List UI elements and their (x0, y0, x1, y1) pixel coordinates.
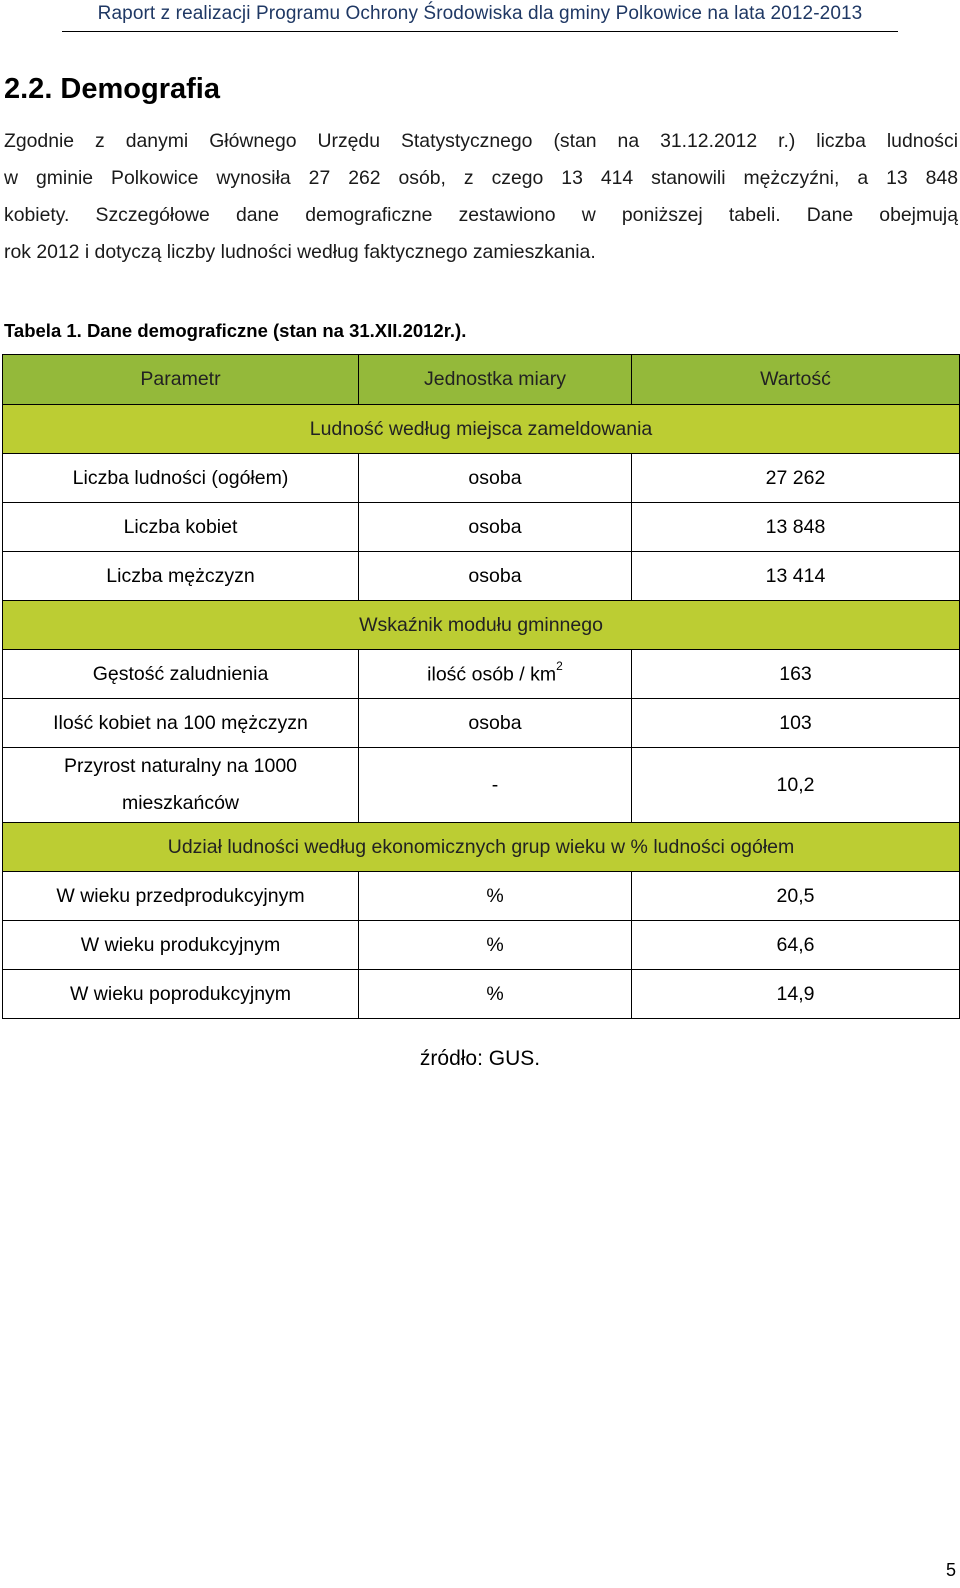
table-source: źródło: GUS. (419, 1047, 541, 1070)
cell-unit: osoba (359, 454, 632, 503)
cell-unit: % (359, 970, 632, 1019)
header-value: Wartość (632, 355, 960, 405)
cell-value: 27 262 (632, 454, 960, 503)
table-header-row (3, 355, 960, 405)
param-line: Przyrost naturalny na 1000 (63, 755, 298, 777)
header-rule (62, 31, 898, 32)
cell-unit: osoba (359, 552, 632, 601)
cell-unit: osoba (359, 699, 632, 748)
param-line: mieszkańców (121, 792, 240, 814)
cell-value: 64,6 (632, 921, 960, 970)
header-unit: Jednostka miary (359, 355, 632, 405)
cell-unit: osoba (359, 503, 632, 552)
section-label: Udział ludności według ekonomicznych grup wieku w % ludności ogółem (3, 823, 960, 872)
table-row (3, 552, 960, 601)
table-row (3, 650, 960, 699)
cell-value: 14,9 (632, 970, 960, 1019)
table-section-row (3, 405, 960, 454)
intro-line: rok 2012 i dotyczą liczby ludności według faktycznego zamieszkania. (4, 241, 596, 263)
cell-value: 13 414 (632, 552, 960, 601)
cell-parameter: W wieku produkcyjnym (3, 921, 359, 970)
cell-parameter: Liczba mężczyzn (3, 552, 359, 601)
table-section-row (3, 823, 960, 872)
unit-text: ilość osób / km (427, 663, 557, 686)
cell-value: 163 (632, 650, 960, 699)
cell-parameter: W wieku poprodukcyjnym (3, 970, 359, 1019)
cell-parameter: Ilość kobiet na 100 mężczyzn (3, 699, 359, 748)
page-number: 5 (945, 1560, 956, 1580)
section-label: Ludność według miejsca zameldowania (3, 405, 960, 454)
table-caption: Tabela 1. Dane demograficzne (stan na 31.XII.2012r.). (4, 320, 467, 341)
section-label: Wskaźnik modułu gminnego (3, 601, 960, 650)
table-row (3, 970, 960, 1019)
table-row (3, 454, 960, 503)
intro-line: kobiety. Szczegółowe dane demograficzne zestawiono w poniższej tabeli. Dane obejmują (4, 204, 958, 226)
cell-value: 20,5 (632, 872, 960, 921)
table-row (3, 503, 960, 552)
table-row (3, 921, 960, 970)
running-header: Raport z realizacji Programu Ochrony Środowiska dla gminy Polkowice na lata 2012-2013 (97, 3, 863, 24)
cell-unit: % (359, 921, 632, 970)
table-row (3, 748, 960, 823)
intro-line: w gminie Polkowice wynosiła 27 262 osób, z czego 13 414 stanowili mężczyźni, a 13 848 (4, 167, 958, 189)
cell-parameter: Liczba kobiet (3, 503, 359, 552)
cell-parameter: Liczba ludności (ogółem) (3, 454, 359, 503)
intro-line: Zgodnie z danymi Głównego Urzędu Statystycznego (stan na 31.12.2012 r.) liczba ludności (4, 130, 958, 152)
cell-parameter: W wieku przedprodukcyjnym (3, 872, 359, 921)
cell-unit: - (359, 748, 632, 823)
cell-value: 103 (632, 699, 960, 748)
section-title: 2.2. Demografia (4, 73, 220, 105)
table-row (3, 699, 960, 748)
cell-value: 10,2 (632, 748, 960, 823)
cell-unit (359, 650, 632, 699)
table-section-row (3, 601, 960, 650)
cell-parameter: Gęstość zaludnienia (3, 650, 359, 699)
unit-superscript: 2 (556, 658, 563, 673)
cell-value: 13 848 (632, 503, 960, 552)
demographic-table (2, 354, 960, 1019)
table-row (3, 872, 960, 921)
intro-paragraph (4, 123, 958, 271)
cell-unit: % (359, 872, 632, 921)
cell-parameter (3, 748, 359, 823)
header-parameter: Parametr (3, 355, 359, 405)
